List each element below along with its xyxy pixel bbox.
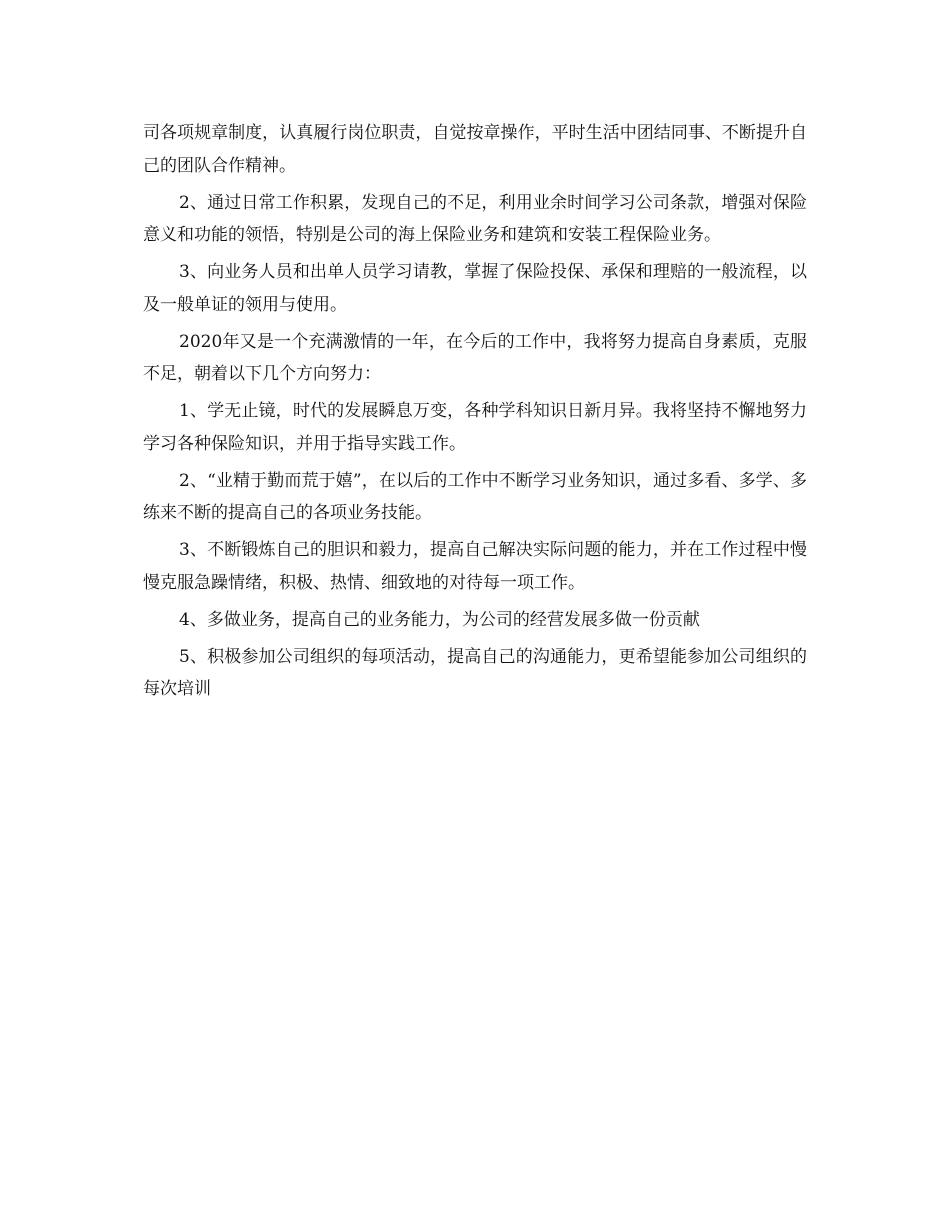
paragraph-item-3: 3、向业务人员和出单人员学习请教，掌握了保险投保、承保和理赔的一般流程，以及一般单证的领用与使用。 [143, 262, 807, 315]
paragraph-plan-5: 5、积极参加公司组织的每项活动，提高自己的沟通能力，更希望能参加公司组织的每次培训 [143, 646, 807, 699]
paragraph-2020-intro: 2020年又是一个充满激情的一年，在今后的工作中，我将努力提高自身素质，克服不足，朝着以下几个方向努力： [143, 331, 807, 384]
paragraph-plan-3: 3、不断锻炼自己的胆识和毅力，提高自己解决实际问题的能力，并在工作过程中慢慢克服急躁情绪，积极、热情、细致地的对待每一项工作。 [143, 540, 807, 593]
paragraph-continuation: 司各项规章制度，认真履行岗位职责，自觉按章操作，平时生活中团结同事、不断提升自己的团队合作精神。 [143, 123, 807, 176]
paragraph-plan-1: 1、学无止镜，时代的发展瞬息万变，各种学科知识日新月异。我将坚持不懈地努力学习各种保险知识，并用于指导实践工作。 [143, 401, 807, 454]
paragraph-plan-2: 2、“业精于勤而荒于嬉”，在以后的工作中不断学习业务知识，通过多看、多学、多练来不断的提高自己的各项业务技能。 [143, 470, 807, 523]
document-body [143, 117, 807, 710]
paragraph-plan-4: 4、多做业务，提高自己的业务能力，为公司的经营发展多做一份贡献 [179, 609, 700, 630]
paragraph-item-2: 2、通过日常工作积累，发现自己的不足，利用业余时间学习公司条款，增强对保险意义和功能的领悟，特别是公司的海上保险业务和建筑和安装工程保险业务。 [143, 192, 807, 245]
